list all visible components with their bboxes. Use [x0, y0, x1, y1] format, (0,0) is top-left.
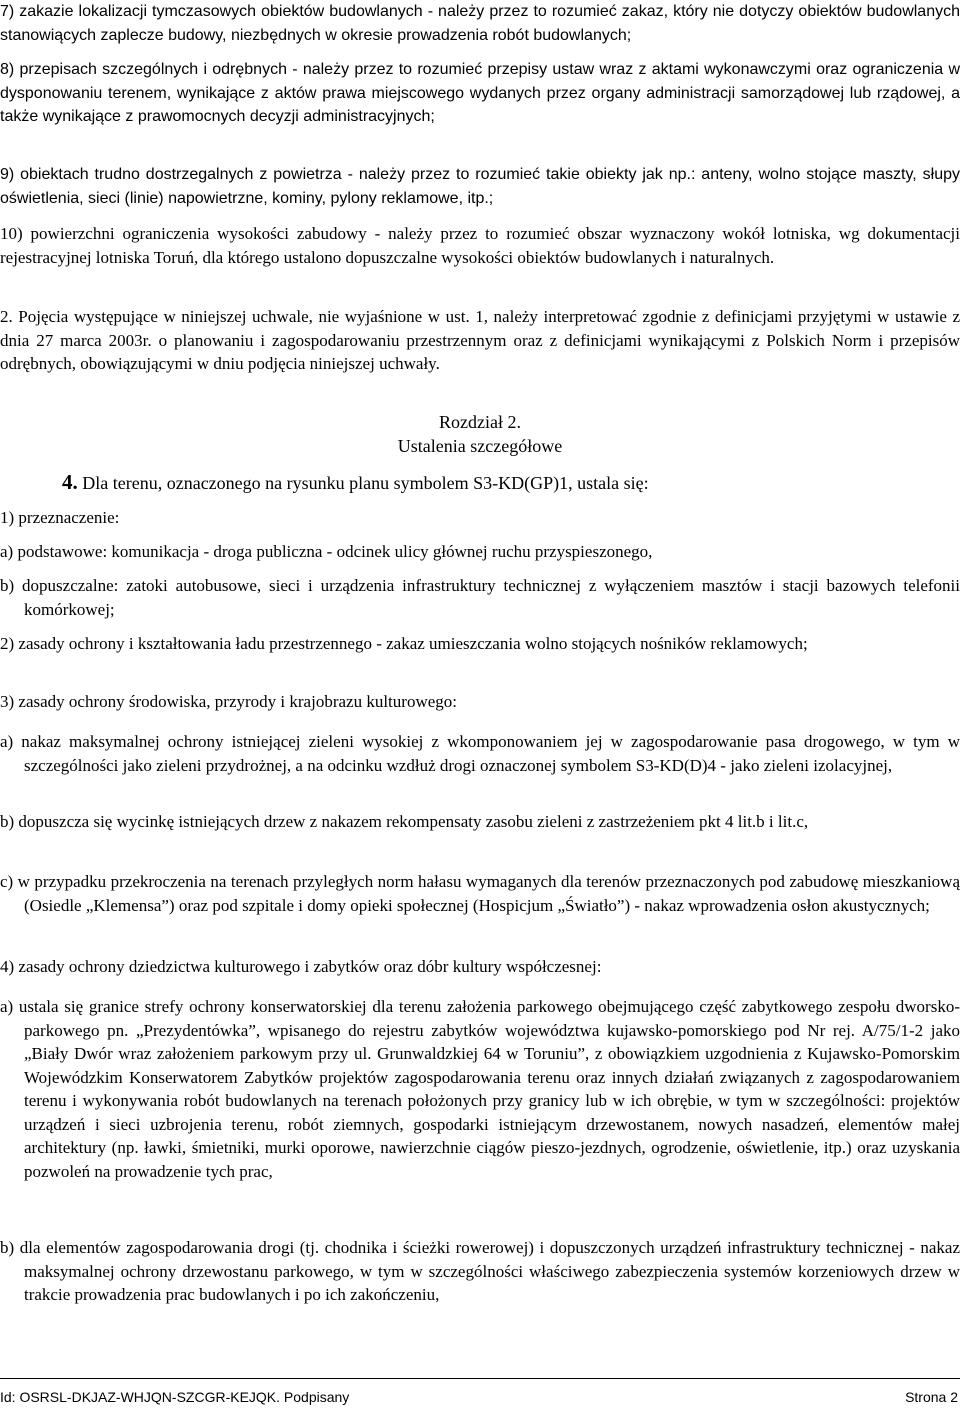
item-3c: c) w przypadku przekroczenia na terenach przyległych norm hałasu wymaganych dla terenów przeznaczonych pod zabudowę mieszkaniową (Osiedle „Klemensa”) oraz pod szpitale i domy opieki społecznej (Hospicjum „Światło”) - nakaz wprowadzenia osłon akustycznych;: [0, 872, 960, 915]
section-2-paragraph: 2. Pojęcia występujące w niniejszej uchwale, nie wyjaśnione w ust. 1, należy interpretować zgodnie z definicjami przyjętymi w ustawie z dnia 27 marca 2003r. o planowaniu i zagospodarowaniu przestrzennym oraz z definicjami wynikającymi z Polskich Norm i przepisów odrębnych, obowiązującymi w dniu podjęcia niniejszej uchwały.: [0, 307, 960, 373]
item-3b: b) dopuszcza się wycinkę istniejących drzew z nakazem rekompensaty zasobu zieleni z zastrzeżeniem pkt 4 lit.b i lit.c,: [0, 812, 809, 831]
item-1b: b) dopuszczalne: zatoki autobusowe, sieci i urządzenia infrastruktury technicznej z wyłączeniem masztów i stacji bazowych telefonii komórkowej;: [0, 576, 960, 619]
paragraph-4: [62, 470, 649, 495]
item-4a: a) ustala się granice strefy ochrony konserwatorskiej dla terenu założenia parkowego obejmującego część zabytkowego zespołu dworsko-parkowego pn. „Prezydentówka”, wpisanego do rejestru zabytków województwa kujawsko-pomorskiego pod Nr rej. A/75/1-2 jako „Biały Dwór wraz założeniem parkowym przy ul. Grunwaldzkiej 64 w Toruniu”, z obowiązkiem uzgodnienia z Kujawsko-Pomorskim Wojewódzkim Konserwatorem Zabytków projektów zagospodarowania terenu oraz innych działań związanych z zagospodarowaniem terenu i wykonywania robót budowlanych na terenach położonych przy granicy lub w ich obrębie, w tym w szczególności: projektów urządzeń i sieci uzbrojenia terenu, robót ziemnych, gospodarki istniejącym drzewostanem, nowych nasadzeń, elementów małej architektury (np. ławki, śmietniki, murki oporowe, nawierzchnie ciągów pieszo-jezdnych, ogrodzenie, oświetlenie, itp.) oraz uzyskania pozwoleń na prowadzenie tych prac,: [0, 997, 960, 1181]
paragraph-4-text: Dla terenu, oznaczonego na rysunku planu symbolem S3-KD(GP)1, ustala się:: [77, 473, 649, 493]
chapter-number: Rozdział 2.: [439, 412, 521, 432]
footer-document-id: Id: OSRSL-DKJAZ-WHJQN-SZCGR-KEJQK. Podpisany: [0, 1389, 350, 1405]
item-3a: a) nakaz maksymalnej ochrony istniejącej zieleni wysokiej z wkomponowaniem jej w zagospodarowanie pasa drogowego, w tym w szczególności jako zieleni przydrożnej, a na odcinku wzdłuż drogi oznaczonej symbolem S3-KD(D)4 - jako zieleni izolacyjnej,: [0, 732, 960, 775]
definition-9: 9) obiektach trudno dostrzegalnych z powietrza - należy przez to rozumieć takie obiekty jak np.: anteny, wolno stojące maszty, słupy oświetlenia, sieci (linie) napowietrzne, kominy, pylony reklamowe, itp.;: [0, 166, 960, 207]
item-1a: a) podstawowe: komunikacja - droga publiczna - odcinek ulicy głównej ruchu przyspieszonego,: [0, 542, 653, 561]
item-4: 4) zasady ochrony dziedzictwa kulturowego i zabytków oraz dóbr kultury współczesnej:: [0, 957, 602, 976]
definition-10: 10) powierzchni ograniczenia wysokości zabudowy - należy przez to rozumieć obszar wyznaczony wokół lotniska, wg dokumentacji rejestracyjnej lotniska Toruń, dla którego ustalono dopuszczalne wysokości obiektów budowlanych i naturalnych.: [0, 224, 960, 267]
item-2: 2) zasady ochrony i kształtowania ładu przestrzennego - zakaz umieszczania wolno stojących nośników reklamowych;: [0, 634, 808, 653]
item-4b: b) dla elementów zagospodarowania drogi (tj. chodnika i ścieżki rowerowej) i dopuszczonych urządzeń infrastruktury technicznej - nakaz maksymalnej ochrony drzewostanu parkowego, w tym w szczególności właściwego zabezpieczenia systemów korzeniowych drzew w trakcie prowadzenia prac budowlanych i po ich zakończeniu,: [0, 1238, 960, 1304]
item-1: 1) przeznaczenie:: [0, 508, 120, 527]
footer-page-number: Strona 2: [905, 1389, 958, 1405]
chapter-title: Ustalenia szczegółowe: [397, 436, 563, 456]
definition-8: 8) przepisach szczególnych i odrębnych - należy przez to rozumieć przepisy ustaw wraz z aktami wykonawczymi oraz ograniczenia w dysponowaniu terenem, wynikające z aktów prawa miejscowego wydanych przez organy administracji samorządowej lub rządowej, a także wynikające z prawomocnych decyzji administracyjnych;: [0, 61, 960, 125]
paragraph-number: 4.: [62, 470, 78, 494]
footer-divider: [0, 1378, 960, 1379]
definition-7: 7) zakazie lokalizacji tymczasowych obiektów budowlanych - należy przez to rozumieć zakaz, który nie dotyczy obiektów budowlanych stanowiących zaplecze budowy, niezbędnych w okresie prowadzenia robót budowlanych;: [0, 3, 960, 44]
item-3: 3) zasady ochrony środowiska, przyrody i krajobrazu kulturowego:: [0, 692, 457, 711]
